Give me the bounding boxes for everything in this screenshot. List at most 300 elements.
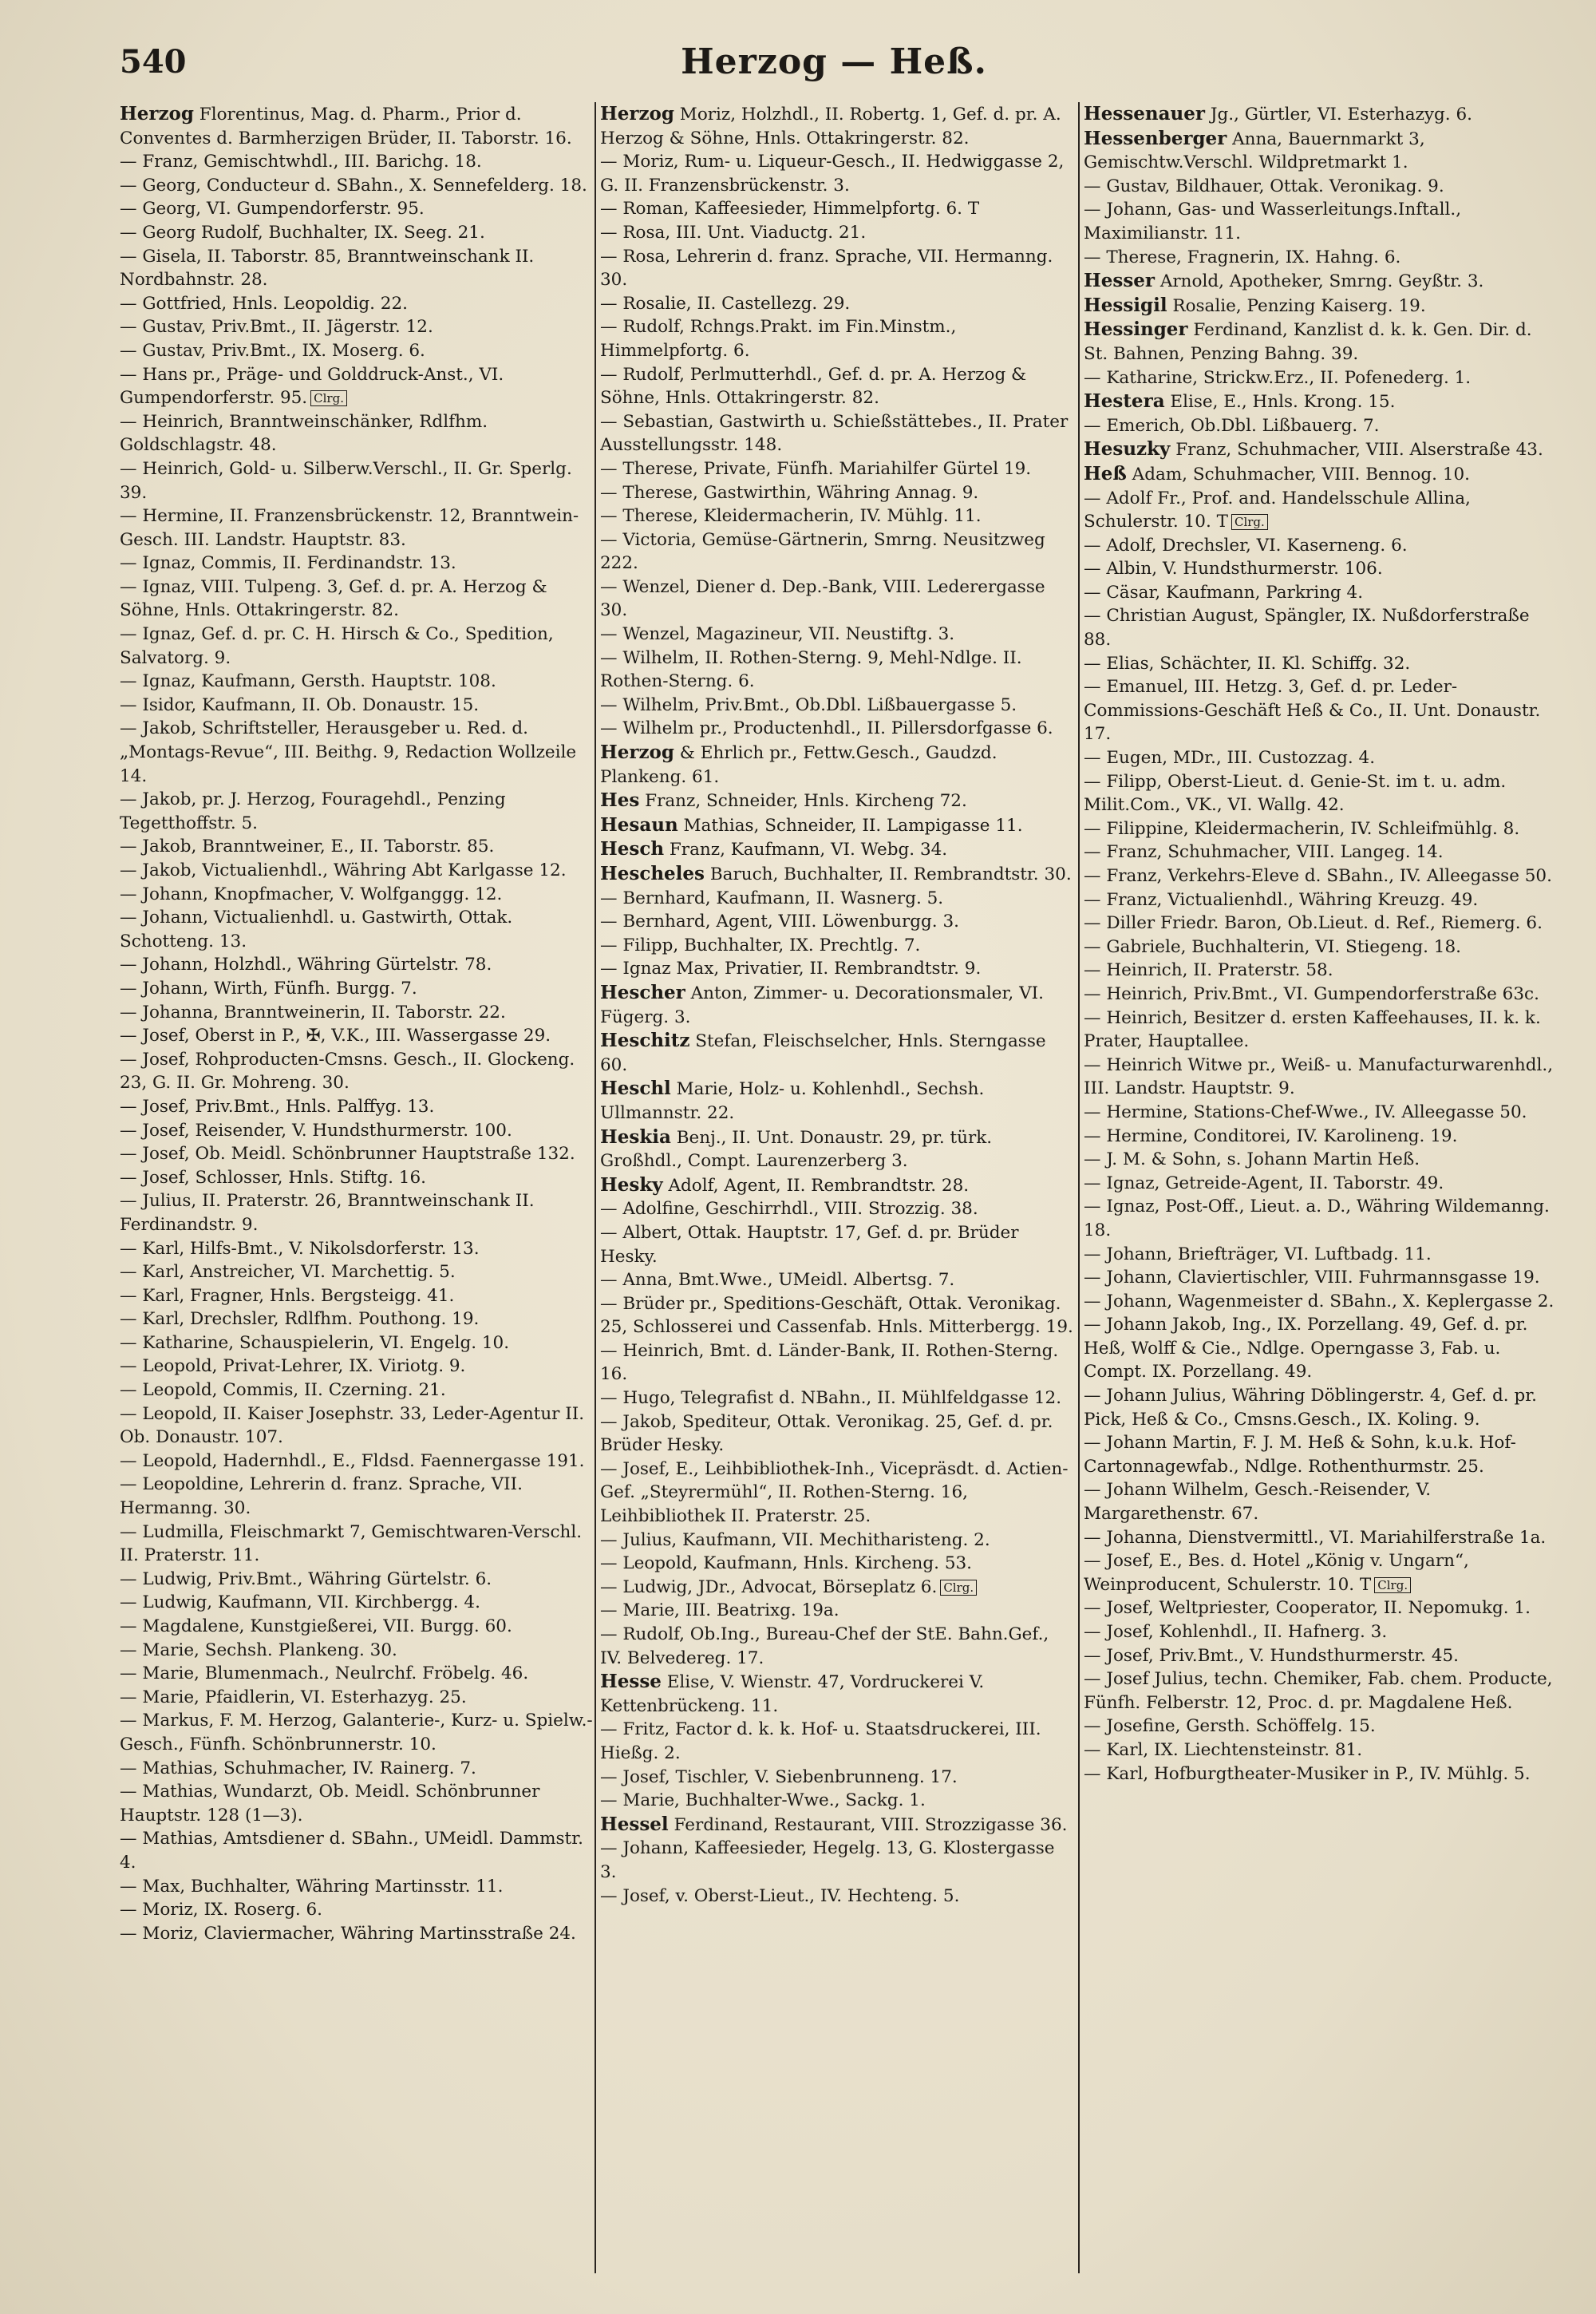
entry-text: — Gustav, Bildhauer, Ottak. Veronikag. 9. (1084, 176, 1444, 196)
entry-sub (600, 150, 1076, 197)
entry-text: — Moriz, Rum- u. Liqueur-Gesch., II. Hedwiggasse 2, G. II. Franzensbrückenstr. 3. (600, 152, 1065, 196)
entry-text: — Karl, Fragner, Hnls. Bergsteigg. 41. (120, 1285, 455, 1306)
entry-sub (600, 315, 1076, 362)
entry-text: — Emerich, Ob.Dbl. Lißbauerg. 7. (1084, 415, 1380, 436)
entry-sub (120, 363, 595, 410)
entry-sub (600, 1599, 1076, 1623)
entry-sub (120, 788, 595, 835)
entry-text: — Ignaz, Gef. d. pr. C. H. Hirsch & Co., Spedition, Salvatorg. 9. (120, 624, 554, 668)
entry-text: — Filipp, Buchhalter, IX. Prechtlg. 7. (600, 935, 921, 955)
entry-sub (1084, 959, 1559, 983)
entry-sub (120, 1331, 595, 1355)
entry-text: — Moriz, IX. Roserg. 6. (120, 1900, 323, 1920)
entry-text: — Johann Jakob, Ing., IX. Porzellang. 49, Gef. d. pr. Heß, Wolff & Cie., Ndlge. Operngasse 3, Fab. u. Compt. IX. Porzellang. 49. (1084, 1315, 1528, 1382)
column-divider (1078, 102, 1080, 2273)
entry-sub (120, 1142, 595, 1166)
entry-text: — Ludwig, Kaufmann, VII. Kirchbergg. 4. (120, 1592, 480, 1613)
entry-sub (600, 576, 1076, 623)
entry-text: — Johanna, Branntweinerin, II. Taborstr. 22. (120, 1002, 506, 1023)
entry-text: — Hermine, II. Franzensbrückenstr. 12, Branntwein-Gesch. III. Landstr. Hauptstr. 83. (120, 506, 579, 550)
entry-text: — Markus, F. M. Herzog, Galanterie-, Kurz- u. Spielw.-Gesch., Fünfh. Schönbrunnerstr. 10. (120, 1711, 593, 1754)
entry-sub (120, 1757, 595, 1781)
entry-sub (1084, 746, 1559, 770)
entry-text: Ferdinand, Restaurant, VIII. Strozzigasse 36. (668, 1814, 1068, 1835)
entry-sub (1084, 1266, 1559, 1290)
entry-text: — Jakob, Spediteur, Ottak. Veronikag. 25, Gef. d. pr. Brüder Hesky. (600, 1411, 1053, 1456)
entry-head (120, 102, 595, 150)
entry-sub (120, 1875, 595, 1899)
entry-text: — Jakob, Schriftsteller, Herausgeber u. Red. d. „Montags-Revue“, III. Beithg. 9, Redaction Wollzeile 14. (120, 718, 577, 786)
entry-sub (1084, 1738, 1559, 1762)
entry-sub (600, 910, 1076, 934)
entry-sub (120, 1166, 595, 1190)
entry-text: Moriz, Holzhdl., II. Robertg. 1, Gef. d. pr. A. Herzog & Söhne, Hnls. Ottakringerstr. 82. (600, 105, 1061, 148)
entry-sub (120, 1922, 595, 1946)
entry-text: — Ignaz, Kaufmann, Gersth. Hauptstr. 108. (120, 671, 496, 692)
entry-sub (120, 883, 595, 907)
entry-text: — Franz, Victualienhdl., Währing Kreuzg. 49. (1084, 889, 1479, 910)
entry-sub (600, 647, 1076, 694)
entry-sub (120, 906, 595, 953)
entry-text: — Wilhelm, II. Rothen-Sterng. 9, Mehl-Ndlge. II. Rothen-Sterng. 6. (600, 647, 1022, 692)
entry-text: — Leopold, Privat-Lehrer, IX. Viriotg. 9. (120, 1356, 466, 1377)
entry-sub (120, 953, 595, 977)
entry-head (600, 1125, 1076, 1173)
entry-sub (1084, 1431, 1559, 1478)
entry-surname: Hes (600, 789, 640, 812)
entry-sub (600, 504, 1076, 528)
entry-text: Rosalie, Penzing Kaiserg. 19. (1167, 295, 1426, 316)
entry-text: — Johann Martin, F. J. M. Heß & Sohn, k.u.k. Hof-Cartonnagewfab., Ndlge. Rothenthurmstr. 25. (1084, 1433, 1516, 1477)
entry-sub (1084, 1290, 1559, 1314)
entry-sub (600, 1766, 1076, 1790)
entry-sub (120, 623, 595, 670)
entry-text: — Julius, II. Praterstr. 26, Branntweinschank II. Ferdinandstr. 9. (120, 1191, 535, 1235)
entry-sub (600, 957, 1076, 981)
entry-sub (1084, 1478, 1559, 1525)
entry-surname: Hessenauer (1084, 103, 1205, 125)
entry-sub (120, 245, 595, 292)
entry-sub (120, 1237, 595, 1261)
entry-sub (600, 623, 1076, 647)
entry-text: — Mathias, Schuhmacher, IV. Rainerg. 7. (120, 1758, 476, 1778)
entry-text: Stefan, Fleischselcher, Hnls. Sterngasse 60. (600, 1031, 1046, 1075)
entry-text: — Marie, Sechsh. Plankeng. 30. (120, 1640, 397, 1660)
entry-text: — Heinrich, II. Praterstr. 58. (1084, 960, 1333, 981)
entry-text: — Josef, Rohproducten-Cmsns. Gesch., II. Glockeng. 23, G. II. Gr. Mohreng. 30. (120, 1049, 575, 1094)
entry-sub (120, 1662, 595, 1686)
entry-text: — Josef, Tischler, V. Siebenbrunneng. 17. (600, 1766, 958, 1787)
entry-sub (120, 315, 595, 339)
entry-sub (1084, 534, 1559, 558)
entry-sub (120, 174, 595, 198)
entry-text: — Johann Julius, Währing Döblingerstr. 4, Gef. d. pr. Pick, Heß & Co., Cmsns.Gesch., IX. Koling. 9. (1084, 1386, 1537, 1430)
entry-text: — Therese, Private, Fünfh. Mariahilfer Gürtel 19. (600, 458, 1032, 479)
entry-text: — Franz, Schuhmacher, VIII. Langeg. 14. (1084, 842, 1444, 863)
entry-sub (600, 363, 1076, 410)
entry-text: — Adolf, Drechsler, VI. Kaserneng. 6. (1084, 535, 1408, 556)
entry-sub (600, 1623, 1076, 1670)
entry-text: — Isidor, Kaufmann, II. Ob. Donaustr. 15. (120, 694, 480, 715)
entry-head (600, 862, 1076, 887)
entry-text: — Ignaz, VIII. Tulpeng. 3, Gef. d. pr. A. Herzog & Söhne, Hnls. Ottakringerstr. 82. (120, 576, 547, 621)
entry-surname: Herzog (120, 103, 194, 125)
entry-surname: Hessenberger (1084, 127, 1227, 149)
column-1 (120, 102, 595, 2273)
entry-sub (1084, 1549, 1559, 1596)
entry-sub (600, 292, 1076, 316)
entry-text: — Albert, Ottak. Hauptstr. 17, Gef. d. pr. Brüder Hesky. (600, 1222, 1019, 1267)
entry-text: — Karl, IX. Liechtensteinstr. 81. (1084, 1739, 1363, 1760)
entry-sub (120, 150, 595, 174)
entry-head (600, 1029, 1076, 1077)
entry-sub (120, 221, 595, 245)
entry-sub (1084, 888, 1559, 912)
entry-sub (120, 1119, 595, 1143)
entry-text: — Georg Rudolf, Buchhalter, IX. Seeg. 21. (120, 222, 485, 243)
entry-text: — Filippine, Kleidermacherin, IV. Schleifmühlg. 8. (1084, 818, 1520, 839)
entry-head (1084, 437, 1559, 462)
entry-text: — Ignaz, Commis, II. Ferdinandstr. 13. (120, 553, 456, 574)
entry-sub (1084, 414, 1559, 438)
entry-text: — Brüder pr., Speditions-Geschäft, Ottak. Veronikag. 25, Schlosserei und Cassenfab. Hnls. Mitterbergg. 19. (600, 1293, 1073, 1338)
entry-sub (120, 1402, 595, 1450)
entry-sub (600, 221, 1076, 245)
entry-sub (600, 528, 1076, 576)
entry-text: Adolf, Agent, II. Rembrandtstr. 28. (662, 1175, 970, 1196)
entry-text: — Johann, Kaffeesieder, Hegelg. 13, G. Klostergasse 3. (600, 1838, 1055, 1882)
entry-sub (120, 1001, 595, 1025)
entry-text: — Franz, Verkehrs-Eleve d. SBahn., IV. Alleegasse 50. (1084, 866, 1552, 886)
entry-surname: Hessel (600, 1813, 669, 1835)
entry-sub (1084, 1195, 1559, 1242)
entry-text: — Katharine, Schauspielerin, VI. Engelg. 10. (120, 1332, 510, 1353)
entry-text: — Albin, V. Hundsthurmerstr. 106. (1084, 559, 1383, 579)
entry-text: — Marie, Buchhalter-Wwe., Sackg. 1. (600, 1790, 926, 1811)
entry-surname: Hesky (600, 1173, 663, 1196)
entry-sub (120, 1379, 595, 1402)
entry-text: — Gustav, Priv.Bmt., II. Jägerstr. 12. (120, 317, 433, 338)
entry-text: — Mathias, Amtsdiener d. SBahn., UMeidl. Dammstr. 4. (120, 1829, 583, 1873)
entry-sub (1084, 581, 1559, 605)
entry-text: — Moriz, Claviermacher, Währing Martinsstraße 24. (120, 1923, 576, 1944)
entry-text: — Hans pr., Präge- und Golddruck-Anst., VI. Gumpendorferstr. 95. (120, 364, 504, 409)
entry-text: Florentinus, Mag. d. Pharm., Prior d. Conventes d. Barmherzigen Brüder, II. Taborstr. 16. (120, 105, 572, 148)
entry-sub (120, 717, 595, 788)
entry-text: — Therese, Kleidermacherin, IV. Mühlg. 11. (600, 506, 982, 527)
entry-text: — Marie, Pfaidlerin, VI. Esterhazyg. 25. (120, 1687, 467, 1707)
entry-sub (600, 410, 1076, 457)
entry-sub (1084, 1125, 1559, 1149)
entry-surname: Hesch (600, 838, 665, 860)
entry-sub (1084, 652, 1559, 676)
entry-sub (120, 197, 595, 221)
entry-text: — Bernhard, Agent, VIII. Löwenburgg. 3. (600, 912, 959, 932)
entry-surname: Hescher (600, 981, 685, 1003)
entry-text: — Filipp, Oberst-Lieut. d. Genie-St. im t. u. adm. Milit.Com., VK., VI. Wallg. 42. (1084, 771, 1507, 816)
entry-sub (600, 481, 1076, 505)
entry-text: — Rudolf, Perlmutterhdl., Gef. d. pr. A. Herzog & Söhne, Hnls. Ottakringerstr. 82. (600, 364, 1027, 409)
entry-sub (600, 1292, 1076, 1339)
entry-text: — Ignaz, Getreide-Agent, II. Taborstr. 49. (1084, 1173, 1444, 1193)
entry-sub (120, 1307, 595, 1331)
entry-text: Arnold, Apotheker, Smrng. Geyßtr. 3. (1155, 271, 1484, 292)
entry-sub (1084, 604, 1559, 651)
entry-text: — Rudolf, Rchngs.Prakt. im Fin.Minstm., Himmelpfortg. 6. (600, 317, 957, 361)
entry-text: Adam, Schuhmacher, VIII. Bennog. 10. (1126, 464, 1471, 485)
entry-text: Mathias, Schneider, II. Lampigasse 11. (678, 815, 1023, 836)
entry-text: — Fritz, Factor d. k. k. Hof- u. Staatsdruckerei, III. Hießg. 2. (600, 1719, 1041, 1763)
entry-surname: Hescheles (600, 863, 705, 884)
entry-surname: Heschl (600, 1078, 671, 1100)
entry-surname: Heschitz (600, 1030, 690, 1052)
entry-surname: Hesser (1084, 270, 1156, 292)
entry-sub (600, 1529, 1076, 1553)
entry-sub (1084, 1384, 1559, 1431)
entry-text: & Ehrlich pr., Fettw.Gesch., Gaudzd. Plankeng. 61. (600, 743, 998, 787)
entry-text: — Karl, Drechsler, Rdlfhm. Pouthong. 19. (120, 1309, 480, 1330)
entry-sub (600, 245, 1076, 292)
entry-sub (120, 859, 595, 883)
entry-text: — Adolfine, Geschirrhdl., VIII. Strozzig. 38. (600, 1199, 978, 1220)
entry-surname: Hesaun (600, 813, 678, 836)
entry-text: — Josef, Weltpriester, Cooperator, II. Nepomukg. 1. (1084, 1598, 1531, 1619)
entry-sub (120, 1686, 595, 1710)
entry-surname: Hestera (1084, 390, 1165, 413)
entry-sub (1084, 912, 1559, 935)
entry-sub (120, 670, 595, 694)
entry-sub (120, 1591, 595, 1615)
entry-surname: Hessigil (1084, 294, 1167, 316)
entry-sub (1084, 1243, 1559, 1267)
entry-text: — Rosa, Lehrerin d. franz. Sprache, VII. Hermanng. 30. (600, 246, 1053, 291)
entry-text: — Ludwig, JDr., Advocat, Börseplatz 6. (600, 1576, 938, 1597)
entry-sub (1084, 487, 1559, 534)
entry-text: Franz, Schneider, Hnls. Kircheng 72. (639, 791, 967, 812)
entry-head (600, 1670, 1076, 1718)
entry-text: Benj., II. Unt. Donaustr. 29, pr. türk. Großhdl., Compt. Laurenzerberg 3. (600, 1127, 993, 1172)
entry-sub (600, 1197, 1076, 1221)
entry-text: — Cäsar, Kaufmann, Parkring 4. (1084, 582, 1364, 603)
entry-sub (1084, 1313, 1559, 1384)
entry-sub (120, 1284, 595, 1308)
clearing-tag: Clrg. (1374, 1577, 1411, 1593)
entry-sub (120, 504, 595, 552)
entry-sub (600, 1339, 1076, 1386)
entry-text: — Johann, Briefträger, VI. Luftbadg. 11. (1084, 1244, 1432, 1264)
entry-sub (120, 1260, 595, 1284)
entry-text: Franz, Kaufmann, VI. Webg. 34. (664, 840, 948, 860)
entry-text: — Jakob, pr. J. Herzog, Fouragehdl., Penzing Tegetthoffstr. 5. (120, 789, 506, 833)
entry-head (600, 837, 1076, 862)
entry-sub (1084, 1007, 1559, 1054)
entry-text: — Heinrich, Besitzer d. ersten Kaffeehauses, II. k. k. Prater, Hauptallee. (1084, 1007, 1541, 1052)
entry-text: — Josef, Schlosser, Hnls. Stiftg. 16. (120, 1167, 426, 1188)
entry-text: — Gabriele, Buchhalterin, VI. Stiegeng. 18. (1084, 936, 1461, 957)
entry-text: — Elias, Schächter, II. Kl. Schiffg. 32. (1084, 653, 1411, 674)
entry-text: — Victoria, Gemüse-Gärtnerin, Smrng. Neusitzweg 222. (600, 529, 1045, 574)
entry-text: — Ignaz Max, Privatier, II. Rembrandtstr. 9. (600, 959, 982, 979)
entry-text: Franz, Schuhmacher, VIII. Alserstraße 43. (1170, 440, 1543, 461)
entry-sub (1084, 175, 1559, 199)
entry-text: — Johann, Wagenmeister d. SBahn., X. Keplergasse 2. (1084, 1291, 1555, 1311)
entry-sub (120, 410, 595, 457)
entry-sub (120, 457, 595, 504)
entry-text: — Josef, Priv.Bmt., Hnls. Palffyg. 13. (120, 1096, 435, 1117)
entry-text: — Josef Julius, techn. Chemiker, Fab. chem. Producte, Fünfh. Felberstr. 12, Proc. d. pr. Magdalene Heß. (1084, 1669, 1553, 1713)
entry-text: — Heinrich, Gold- u. Silberw.Verschl., II. Gr. Sperlg. 39. (120, 458, 572, 503)
column-2 (600, 102, 1076, 2273)
entry-text: — Rosalie, II. Castellezg. 29. (600, 293, 851, 314)
entry-sub (120, 1780, 595, 1827)
entry-sub (1084, 1715, 1559, 1738)
entry-sub (1084, 1148, 1559, 1172)
entry-sub (1084, 983, 1559, 1007)
entry-text: — Josefine, Gersth. Schöffelg. 15. (1084, 1716, 1376, 1737)
entry-sub (1084, 1596, 1559, 1620)
entry-head (600, 102, 1076, 150)
entry-sub (120, 576, 595, 623)
entry-text: — J. M. & Sohn, s. Johann Martin Heß. (1084, 1149, 1420, 1170)
entry-surname: Heskia (600, 1125, 671, 1148)
entry-sub (600, 1410, 1076, 1458)
entry-text: — Josef, E., Leihbibliothek-Inh., Vicepräsdt. d. Actien-Gef. „Steyrermühl“, II. Rothen-Sterng. 16, Leihbibliothek II. Praterstr. 25. (600, 1458, 1069, 1527)
entry-text: — Sebastian, Gastwirth u. Schießstättebes., II. Prater Ausstellungsstr. 148. (600, 411, 1069, 456)
column-3 (1084, 102, 1559, 2273)
entry-sub (1084, 1667, 1559, 1715)
entry-sub (600, 1789, 1076, 1813)
entry-sub (120, 552, 595, 576)
entry-text: — Katharine, Strickw.Erz., II. Pofenederg. 1. (1084, 367, 1472, 388)
entry-sub (1084, 1101, 1559, 1125)
entry-sub (600, 887, 1076, 911)
entry-sub (600, 1386, 1076, 1410)
page-number: 540 (120, 43, 187, 81)
entry-sub (1084, 1526, 1559, 1550)
entry-text: — Roman, Kaffeesieder, Himmelpfortg. 6. T (600, 199, 980, 220)
entry-head (600, 1813, 1076, 1837)
entry-text: — Bernhard, Kaufmann, II. Wasnerg. 5. (600, 888, 944, 908)
entry-text: — Rosa, III. Unt. Viaductg. 21. (600, 222, 867, 243)
entry-text: — Heinrich, Bmt. d. Länder-Bank, II. Rothen-Sterng. 16. (600, 1340, 1059, 1385)
entry-sub (120, 1827, 595, 1874)
entry-text: — Leopold, Hadernhdl., E., Fldsd. Faennergasse 191. (120, 1450, 585, 1471)
entry-sub (120, 1095, 595, 1119)
entry-sub (1084, 817, 1559, 841)
entry-sub (600, 1837, 1076, 1884)
entry-text: — Jakob, Victualienhdl., Währing Abt Karlgasse 12. (120, 860, 567, 880)
entry-text: — Therese, Gastwirthin, Währing Annag. 9. (600, 482, 979, 503)
entry-text: — Gustav, Priv.Bmt., IX. Moserg. 6. (120, 340, 425, 361)
entry-sub (1084, 1172, 1559, 1196)
entry-text: — Gisela, II. Taborstr. 85, Branntweinschank II. Nordbahnstr. 28. (120, 246, 535, 291)
entry-sub (1084, 864, 1559, 888)
entry-sub (600, 1458, 1076, 1529)
entry-sub (600, 717, 1076, 741)
entry-sub (120, 1024, 595, 1048)
entry-surname: Herzog (600, 742, 674, 764)
entry-sub (120, 1568, 595, 1592)
entry-text: — Johann, Claviertischler, VIII. Fuhrmannsgasse 19. (1084, 1268, 1540, 1288)
page-title: Herzog — Heß. (681, 42, 987, 82)
page-header (120, 38, 1548, 94)
entry-text: Baruch, Buchhalter, II. Rembrandtstr. 30. (705, 864, 1072, 884)
entry-text: Elise, V. Wienstr. 47, Vordruckerei V. Kettenbrückeng. 11. (600, 1672, 985, 1716)
entry-sub (120, 835, 595, 859)
entry-text: — Johann, Knopfmacher, V. Wolfganggg. 12. (120, 884, 503, 904)
entry-text: — Eugen, MDr., III. Custozzag. 4. (1084, 748, 1376, 769)
entry-text: — Josef, Priv.Bmt., V. Hundsthurmerstr. 45. (1084, 1645, 1460, 1666)
entry-surname: Herzog (600, 103, 674, 125)
entry-text: — Johann Wilhelm, Gesch.-Reisender, V. Margarethenstr. 67. (1084, 1480, 1432, 1525)
entry-text: — Christian August, Spängler, IX. Nußdorferstraße 88. (1084, 606, 1530, 651)
entry-head (1084, 462, 1559, 487)
entry-text: — Josef, Ob. Meidl. Schönbrunner Hauptstraße 132. (120, 1144, 575, 1165)
entry-text: — Johann, Holzhdl., Währing Gürtelstr. 78. (120, 955, 492, 975)
entry-head (1084, 318, 1559, 366)
entry-sub (600, 197, 1076, 221)
entry-sub (600, 934, 1076, 958)
entry-sub (120, 1189, 595, 1236)
entry-sub (120, 694, 595, 718)
entry-sub (120, 1639, 595, 1663)
clearing-tag: Clrg. (1231, 514, 1268, 530)
entry-head (1084, 269, 1559, 294)
entry-text: Ferdinand, Kanzlist d. k. k. Gen. Dir. d. St. Bahnen, Penzing Bahng. 39. (1084, 320, 1532, 364)
entry-text: — Josef, Reisender, V. Hundsthurmerstr. 100. (120, 1120, 512, 1141)
entry-sub (600, 1885, 1076, 1909)
entry-text: Anna, Bauernmarkt 3, Gemischtw.Verschl. Wildpretmarkt 1. (1084, 129, 1425, 173)
entry-surname: Hessinger (1084, 318, 1188, 341)
entry-sub (1084, 198, 1559, 245)
entry-head (600, 981, 1076, 1029)
entry-text: — Max, Buchhalter, Währing Martinsstr. 11. (120, 1876, 504, 1897)
entry-text: — Johann, Victualienhdl. u. Gastwirth, Ottak. Schotteng. 13. (120, 908, 513, 951)
entry-sub (600, 1221, 1076, 1268)
entry-text: — Karl, Hofburgtheater-Musiker in P., IV. Mühlg. 5. (1084, 1763, 1531, 1784)
entry-text: Marie, Holz- u. Kohlenhdl., Sechsh. Ullmannstr. 22. (600, 1079, 985, 1123)
entry-text: — Hugo, Telegrafist d. NBahn., II. Mühlfeldgasse 12. (600, 1388, 1062, 1409)
entry-sub (1084, 1762, 1559, 1786)
entry-text: — Johann, Wirth, Fünfh. Burgg. 7. (120, 978, 417, 999)
entry-sub (600, 1576, 1076, 1600)
entry-sub (1084, 675, 1559, 746)
entry-sub (1084, 1054, 1559, 1101)
entry-sub (600, 1268, 1076, 1292)
entry-text: — Leopold, II. Kaiser Josephstr. 33, Leder-Agentur II. Ob. Donaustr. 107. (120, 1403, 585, 1448)
entry-sub (120, 1521, 595, 1568)
entry-text: — Rudolf, Ob.Ing., Bureau-Chef der StE. Bahn.Gef., IV. Belvedereg. 17. (600, 1624, 1049, 1668)
entry-text: — Josef, v. Oberst-Lieut., IV. Hechteng. 5. (600, 1885, 960, 1906)
entry-text: — Adolf Fr., Prof. and. Handelsschule Allina, Schulerstr. 10. T (1084, 488, 1471, 532)
entry-text: — Therese, Fragnerin, IX. Hahng. 6. (1084, 247, 1401, 267)
entry-text: — Hermine, Conditorei, IV. Karolineng. 19. (1084, 1125, 1458, 1146)
entry-text: — Leopold, Kaufmann, Hnls. Kircheng. 53. (600, 1553, 973, 1574)
entry-head (600, 1173, 1076, 1198)
entry-text: — Josef, Oberst in P., ✠, V.K., III. Wassergasse 29. (120, 1026, 551, 1046)
entry-text: — Leopold, Commis, II. Czerning. 21. (120, 1380, 446, 1401)
entry-text: — Gottfried, Hnls. Leopoldig. 22. (120, 293, 408, 314)
entry-sub (1084, 366, 1559, 390)
entry-sub (1084, 246, 1559, 270)
entry-head (1084, 127, 1559, 175)
entry-sub (120, 1898, 595, 1922)
entry-sub (1084, 1644, 1559, 1668)
entry-text: — Diller Friedr. Baron, Ob.Lieut. d. Ref., Riemerg. 6. (1084, 913, 1543, 934)
entry-text: — Wenzel, Magazineur, VII. Neustiftg. 3. (600, 624, 955, 645)
entry-sub (600, 1718, 1076, 1765)
entry-text: — Magdalene, Kunstgießerei, VII. Burgg. 60. (120, 1616, 512, 1636)
